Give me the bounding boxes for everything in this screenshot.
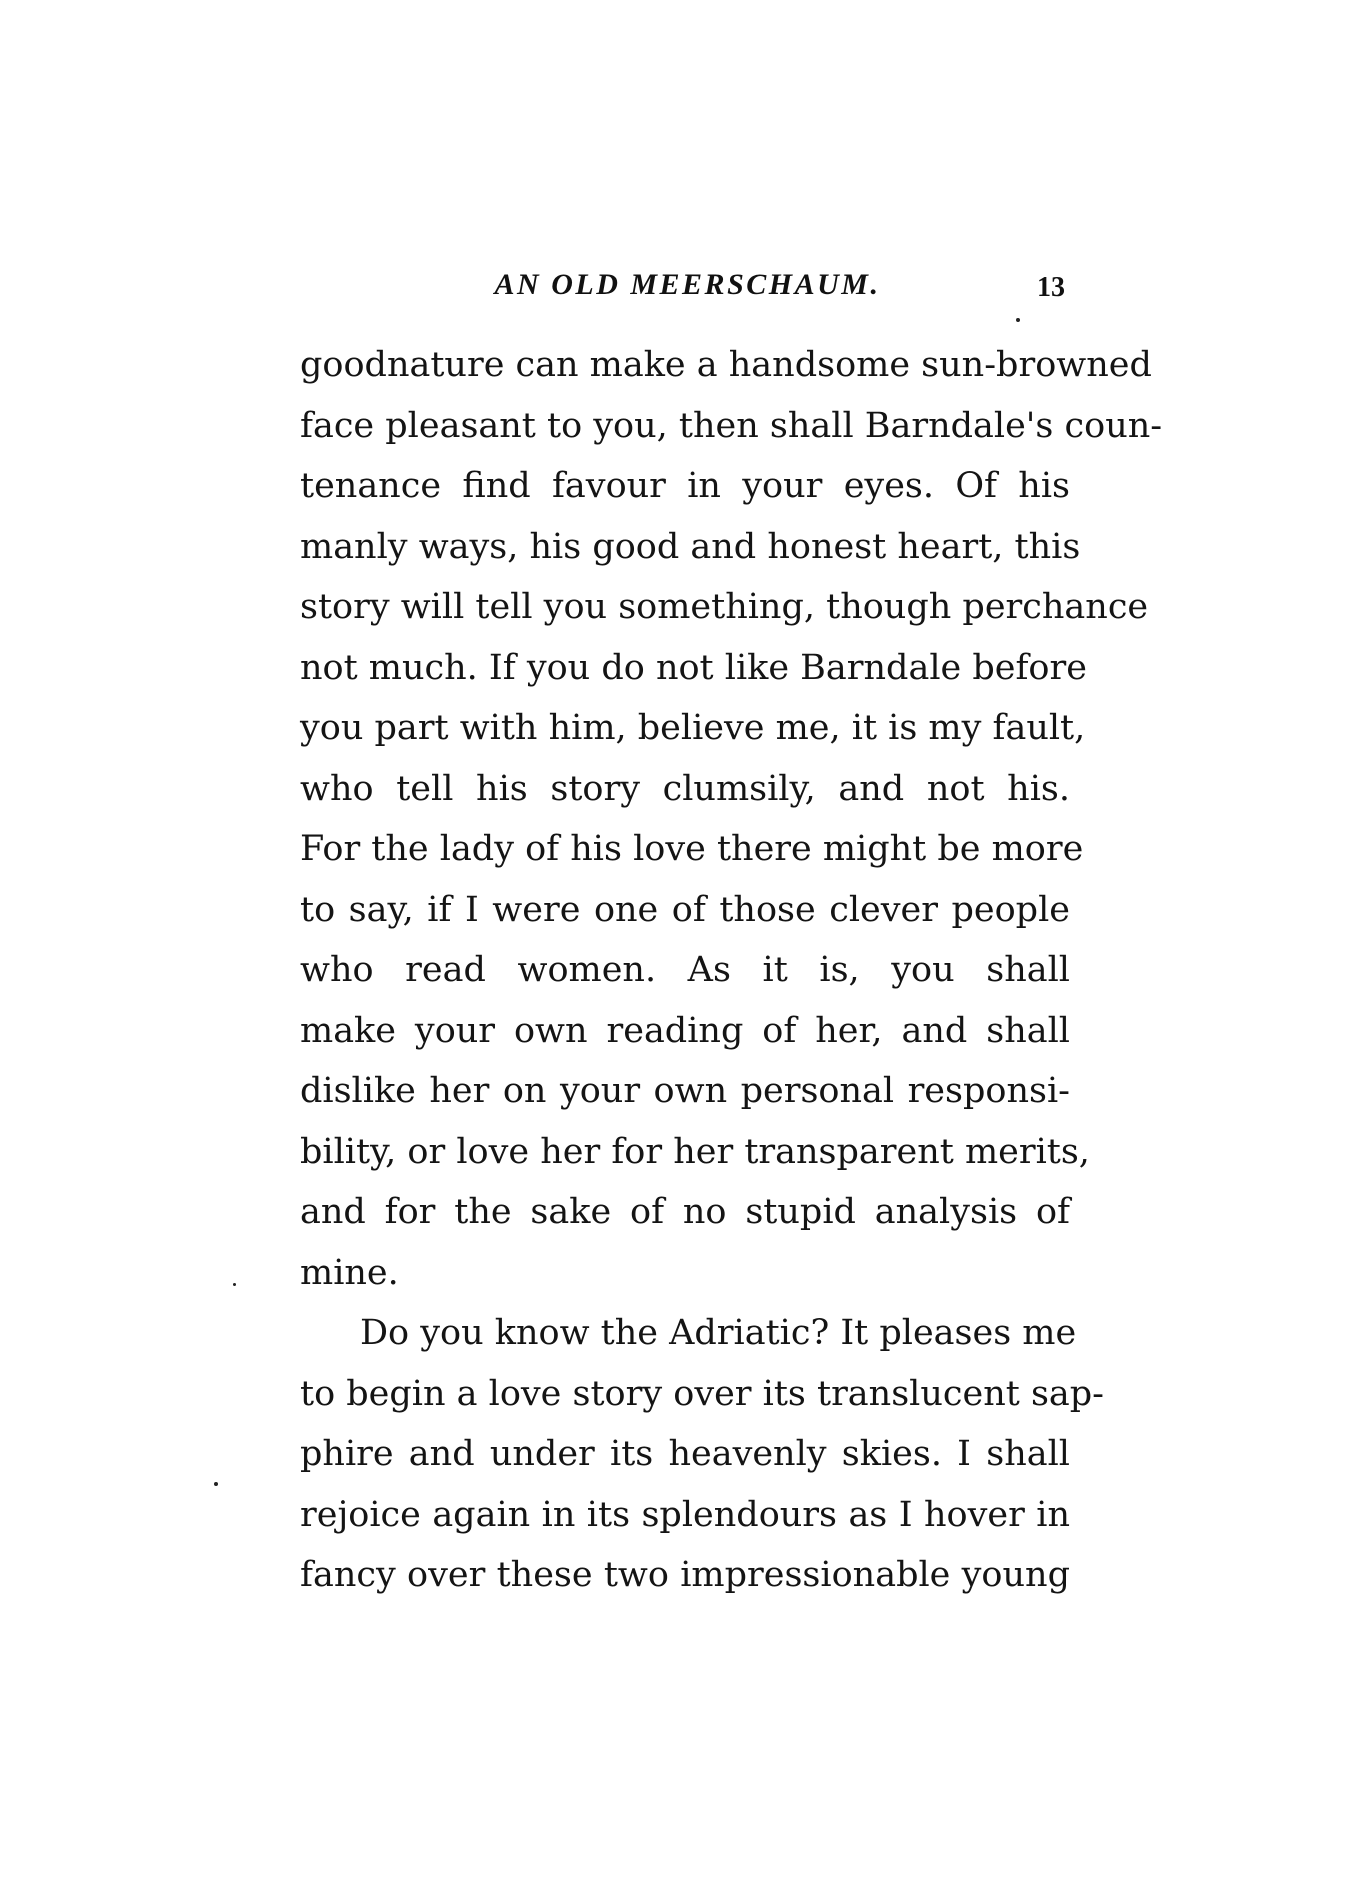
- text-line: story will tell you something, though perchance: [300, 587, 1149, 627]
- running-title: AN OLD MEERSCHAUM.: [494, 268, 881, 301]
- text-line: you part with him, believe me, it is my fault,: [300, 708, 1086, 748]
- running-head: [300, 268, 1075, 308]
- text-line: who tell his story clumsily, and not his.: [300, 768, 1070, 809]
- text-line: and for the sake of no stupid analysis of: [300, 1192, 1070, 1232]
- text-line: goodnature can make a handsome sun-browned: [300, 345, 1152, 385]
- text-line: tenance find favour in your eyes. Of his: [300, 466, 1070, 506]
- text-line: make your own reading of her, and shall: [300, 1010, 1070, 1051]
- text-line: to say, if I were one of those clever people: [300, 889, 1070, 930]
- text-line: phire and under its heavenly skies. I shall: [300, 1434, 1070, 1474]
- text-line: dislike her on your own personal responsi-: [300, 1071, 1070, 1111]
- text-line: fancy over these two impressionable young: [300, 1555, 1070, 1595]
- scan-speck: [1016, 318, 1020, 322]
- body-text: [300, 335, 1163, 1606]
- text-line: not much. If you do not like Barndale before: [300, 647, 1087, 688]
- text-line: who read women. As it is, you shall: [300, 950, 1070, 990]
- text-line: bility, or love her for her transparent merits,: [300, 1131, 1090, 1172]
- text-line: manly ways, his good and honest heart, this: [300, 526, 1081, 567]
- scan-speck: [214, 1482, 218, 1486]
- text-line: rejoice again in its splendours as I hover in: [300, 1494, 1070, 1535]
- text-line: face pleasant to you, then shall Barndale's coun-: [300, 405, 1163, 446]
- scan-speck: [233, 1283, 236, 1286]
- page-number: 13: [1037, 272, 1065, 303]
- text-line: mine.: [300, 1252, 399, 1293]
- text-line: Do you know the Adriatic? It pleases me: [360, 1313, 1077, 1353]
- text-line: For the lady of his love there might be more: [300, 829, 1084, 869]
- text-line: to begin a love story over its translucent sap-: [300, 1373, 1105, 1414]
